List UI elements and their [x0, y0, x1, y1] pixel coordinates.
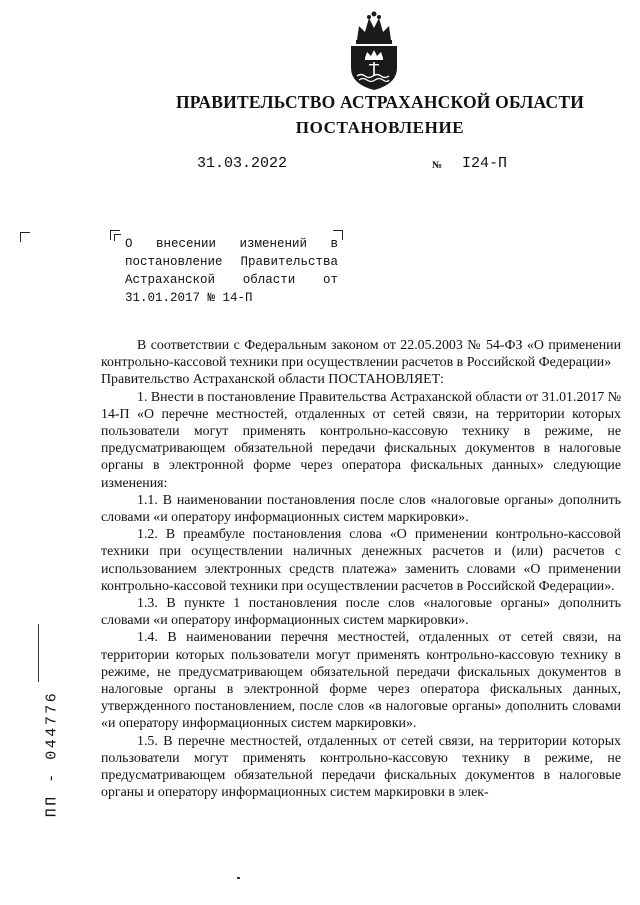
paragraph-1-3: 1.3. В пункте 1 постановления после слов «налоговые органы» дополнить словами «и оператору информационных систем маркировки». [101, 596, 621, 629]
document-date: 31.03.2022 [197, 155, 288, 172]
document-type: ПОСТАНОВЛЕНИЕ [295, 118, 465, 137]
form-serial-code: ПП - 044776 [43, 690, 61, 818]
resolves-paragraph: Правительство Астраханской области ПОСТАНОВЛЯЕТ: [101, 372, 444, 388]
paragraph-1-1: 1.1. В наименовании постановления после слов «налоговые органы» дополнить словами «и оператору информационных систем маркировки». [101, 492, 621, 526]
paragraph-1-5: 1.5. В перечне местностей, отдаленных от сетей связи, на территории которых пользователи могут применять контрольно-кассовую технику в режиме, не предусматривающем обязательной передачи фискальных документов в налоговые органы и оператору информационных систем маркировки в элек- [101, 733, 621, 801]
document-number: I24-П [462, 155, 508, 172]
document-subject: О внесении изменений в постановление Правительства Астраханской области от 31.01.2017 № 14-П [125, 237, 338, 305]
government-title: ПРАВИТЕЛЬСТВО АСТРАХАНСКОЙ ОБЛАСТИ [175, 92, 585, 112]
margin-line [38, 624, 39, 682]
paragraph-1-4: 1.4. В наименовании перечня местностей, отдаленных от сетей связи, на территории которых пользователи могут применять контрольно-кассовую технику в режиме, не предусматривающем обязательной передачи фискальных документов в налоговые органы в электронной форме через оператора фискальных данных, утвержденного постановлением, после слов «в налоговые органы» дополнить словами «и оператору информационных систем маркировки». [101, 630, 621, 732]
page-dot [237, 877, 240, 879]
paragraph-1-2: 1.2. В преамбуле постановления слова «О применении контрольно-кассовой техники при осуществлении наличных денежных расчетов и (или) расчетов с использованием электронных средств платежа» заменить словами «О применении контрольно-кассовой техники при осуществлении расчетов в Российской Федерации». [101, 527, 621, 594]
document-body [101, 337, 621, 801]
astrakhan-coat-of-arms-icon [343, 10, 405, 92]
preamble-paragraph: В соответствии с Федеральным законом от 22.05.2003 № 54-ФЗ «О применении контрольно-кассовой техники при осуществлении расчетов в Российской Федерации» [101, 338, 621, 371]
subject-corner-top-left-inner [114, 234, 121, 241]
paragraph-1: 1. Внести в постановление Правительства Астраханской области от 31.01.2017 № 14-П «О перечне местностей, отдаленных от сетей связи, на территории которых пользователи могут применять контрольно-кассовую технику в режиме, не предусматривающем обязательной передачи фискальных документов в налоговые органы в электронной форме через оператора фискальных данных» следующие изменения: [101, 389, 621, 491]
number-sign: № [432, 160, 443, 171]
margin-corner-mark [20, 232, 30, 242]
